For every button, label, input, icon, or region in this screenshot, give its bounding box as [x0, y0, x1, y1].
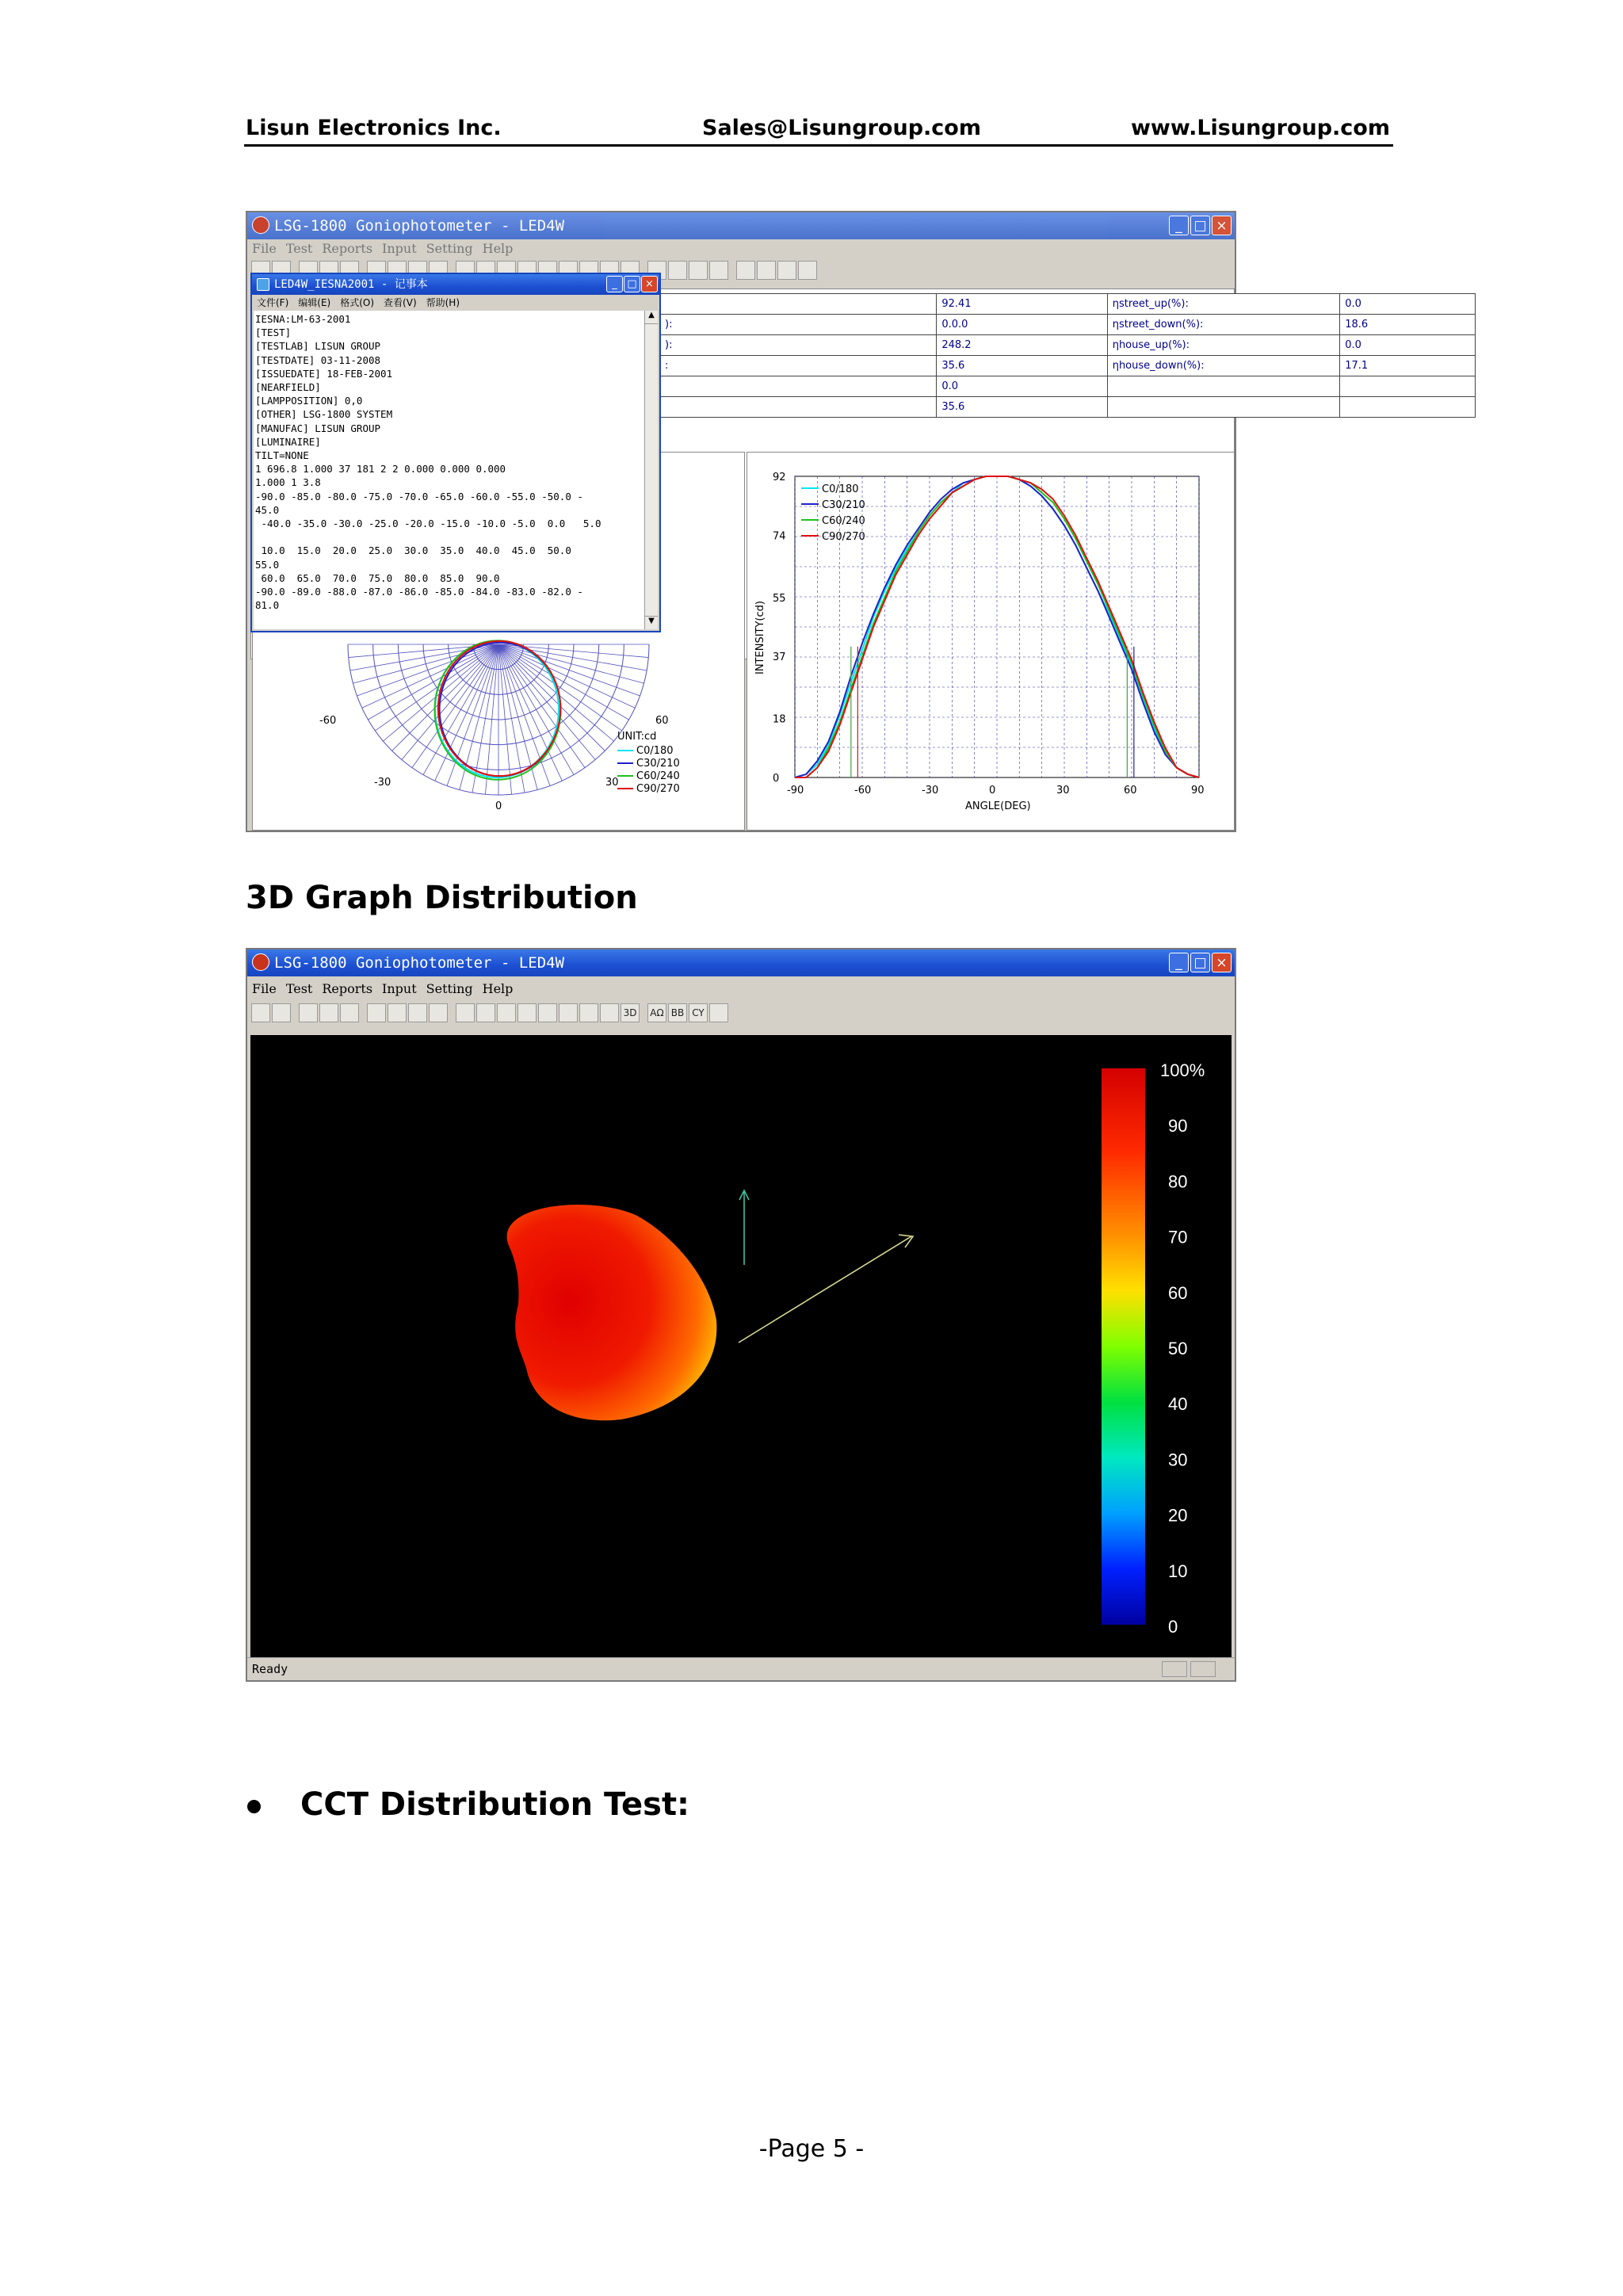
notepad-line: IESNA:LM-63-2001: [255, 313, 351, 325]
table-cell: [660, 376, 937, 397]
toolbar-button[interactable]: [579, 1003, 598, 1022]
notepad-line: [ISSUEDATE] 18-FEB-2001: [255, 367, 393, 380]
polar-unit: UNIT:cd: [617, 731, 657, 743]
polar-spoke: [362, 644, 498, 708]
status-bar: [247, 1657, 1235, 1680]
toolbar-button[interactable]: [497, 1003, 516, 1022]
toolbar-button[interactable]: [388, 1003, 407, 1022]
notepad-line: 10.0 15.0 20.0 25.0 30.0 35.0 40.0 45.0 50.0: [255, 544, 571, 557]
toolbar-button-2[interactable]: BB: [668, 1003, 687, 1022]
notepad-icon: [257, 278, 269, 291]
menu-reports[interactable]: Reports: [322, 241, 373, 256]
menu-help[interactable]: Help: [482, 241, 514, 256]
table-row: [660, 397, 1476, 418]
scroll-up-icon[interactable]: ▲: [645, 311, 658, 324]
table-row: [660, 294, 1476, 315]
polar-angle-label: 60: [655, 715, 669, 727]
menu-test[interactable]: Test: [285, 241, 313, 256]
table-cell: 0.0: [1340, 294, 1476, 315]
toolbar-button[interactable]: [272, 1003, 291, 1022]
notepad-menu: [252, 295, 659, 311]
color-scale-bar: [1102, 1068, 1145, 1625]
toolbar-button[interactable]: [456, 1003, 475, 1022]
color-scale-label: 50: [1168, 1339, 1188, 1358]
intensity-chart: [747, 453, 1234, 830]
menu-setting[interactable]: Setting: [426, 981, 473, 996]
notepad-menu-help[interactable]: 帮助(H): [426, 297, 460, 308]
notepad-line: [NEARFIELD]: [255, 381, 321, 394]
notepad-minimize-button[interactable]: _: [606, 276, 623, 292]
legend-label: C0/180: [822, 483, 859, 495]
x-tick-label: -90: [787, 785, 804, 797]
menu-input[interactable]: Input: [382, 241, 417, 256]
color-scale-label: 10: [1168, 1561, 1188, 1581]
polar-spoke: [498, 644, 635, 708]
legend-label: C60/240: [822, 515, 865, 527]
polar-curve: [438, 641, 560, 776]
table-cell: 0.0: [1340, 335, 1476, 356]
y-tick-label: 18: [773, 713, 786, 726]
notepad-line: 45.0: [255, 503, 280, 516]
polar-legend-label: C30/210: [636, 758, 680, 770]
y-tick-label: 55: [773, 592, 786, 605]
menu-test[interactable]: Test: [285, 981, 313, 996]
toolbar-button[interactable]: [517, 1003, 537, 1022]
status-panel: [1162, 1661, 1187, 1677]
notepad-line: [LAMPPOSITION] 0,0: [255, 395, 363, 407]
color-scale-label: 70: [1168, 1227, 1188, 1247]
3d-distribution-sphere: [507, 1205, 717, 1420]
page-header: [244, 116, 1393, 147]
close-button[interactable]: ×: [1212, 216, 1232, 235]
menu-help[interactable]: Help: [482, 981, 514, 996]
table-cell: 35.6: [937, 356, 1107, 376]
table-row: [660, 315, 1476, 335]
color-scale-label: 20: [1168, 1505, 1188, 1526]
notepad-line: 55.0: [255, 558, 280, 571]
notepad-text-area[interactable]: [254, 311, 645, 629]
maximize-button[interactable]: □: [1190, 216, 1210, 235]
x-axis-label: ANGLE(DEG): [965, 800, 1031, 812]
toolbar-button[interactable]: [668, 261, 687, 280]
notepad-maximize-button[interactable]: □: [624, 276, 640, 292]
section-heading-3d: 3D Graph Distribution: [246, 880, 638, 916]
polar-angle-label: 30: [605, 777, 619, 789]
notepad-menu-format[interactable]: 格式(O): [340, 297, 375, 308]
table-cell: ηhouse_down(%):: [1107, 356, 1340, 376]
table-cell: [1340, 376, 1476, 397]
table-cell: 35.6: [937, 397, 1107, 418]
goniophotometer-window-1: [246, 211, 1369, 832]
table-cell: [660, 294, 937, 315]
notepad-menu-view[interactable]: 查看(V): [384, 297, 417, 308]
minimize-button[interactable]: _: [1169, 953, 1189, 972]
table-cell: :: [660, 356, 937, 376]
cct-heading-text: CCT Distribution Test:: [300, 1786, 690, 1823]
toolbar-button[interactable]: [757, 261, 776, 280]
y-axis-label: INTENSITY(cd): [754, 601, 766, 674]
3d-viewport[interactable]: [250, 1035, 1232, 1658]
notepad-line: [TEST]: [255, 327, 292, 339]
menu-reports[interactable]: Reports: [322, 981, 373, 996]
polar-angle-label: -30: [374, 777, 391, 789]
page-number: -Page 5 -: [758, 2135, 865, 2163]
color-scale-label: 40: [1168, 1394, 1188, 1415]
notepad-close-button[interactable]: ×: [641, 276, 658, 292]
toolbar-button[interactable]: [476, 1003, 495, 1022]
color-scale-label: 0: [1168, 1617, 1178, 1637]
window-title: LSG-1800 Goniophotometer - LED4W: [274, 217, 565, 235]
x-tick-label: 60: [1124, 785, 1137, 797]
notepad-window: [250, 273, 661, 632]
table-cell: [1340, 397, 1476, 418]
menu-file[interactable]: File: [252, 241, 277, 256]
toolbar-button[interactable]: [538, 1003, 557, 1022]
toolbar-button-1[interactable]: AΩ: [647, 1003, 666, 1022]
polar-legend-label: C90/270: [636, 783, 680, 795]
table-cell: 18.6: [1340, 315, 1476, 335]
toolbar: [247, 1000, 1235, 1026]
bullet-icon: [247, 1800, 261, 1813]
table-cell: 0.0: [937, 376, 1107, 397]
scroll-down-icon[interactable]: ▼: [645, 616, 658, 629]
notepad-line: 1.000 1 3.8: [255, 476, 321, 489]
minimize-button[interactable]: _: [1169, 216, 1189, 235]
toolbar-button[interactable]: [340, 1003, 359, 1022]
table-cell: 0.0.0: [937, 315, 1107, 335]
legend-label: C90/270: [822, 531, 865, 543]
notepad-line: [TESTLAB] LISUN GROUP: [255, 340, 381, 353]
toolbar-button[interactable]: [251, 1003, 270, 1022]
toolbar-button[interactable]: [600, 1003, 619, 1022]
notepad-scrollbar[interactable]: [644, 311, 658, 629]
y-tick-label: 0: [773, 773, 780, 785]
table-cell: ηhouse_up(%):: [1107, 335, 1340, 356]
toolbar-button[interactable]: [429, 1003, 448, 1022]
color-scale-label: 30: [1168, 1450, 1188, 1470]
x-tick-label: -60: [854, 785, 872, 797]
results-table: [659, 293, 1476, 418]
y-tick-label: 37: [773, 651, 786, 664]
toolbar-button[interactable]: [709, 1003, 728, 1022]
sales-email: Sales@Lisungroup.com: [702, 116, 981, 140]
notepad-line: [TESTDATE] 03-11-2008: [255, 353, 381, 366]
table-cell: 17.1: [1340, 356, 1476, 376]
toolbar-button[interactable]: [709, 261, 728, 280]
window-title: LSG-1800 Goniophotometer - LED4W: [274, 954, 565, 972]
notepad-line: 1 696.8 1.000 37 181 2 2 0.000 0.000 0.000: [255, 463, 506, 476]
polar-angle-label: -60: [319, 715, 337, 727]
color-scale-label: 100%: [1160, 1060, 1205, 1080]
table-row: [660, 356, 1476, 376]
toolbar-button-0[interactable]: 3D: [621, 1003, 640, 1022]
x-tick-label: 90: [1191, 785, 1205, 797]
notepad-line: [MANUFAC] LISUN GROUP: [255, 422, 381, 434]
polar-angle-label: 0: [495, 800, 502, 812]
table-cell: 248.2: [937, 335, 1107, 356]
window-titlebar: [247, 212, 1235, 239]
notepad-line: -90.0 -89.0 -88.0 -87.0 -86.0 -85.0 -84.0 -83.0 -82.0 -: [255, 586, 583, 598]
table-cell: 92.41: [937, 294, 1107, 315]
color-scale-label: 90: [1168, 1116, 1188, 1137]
table-row: [660, 335, 1476, 356]
app-icon: [252, 953, 269, 971]
y-tick-label: 74: [773, 530, 786, 543]
goniophotometer-window-2: [246, 948, 1236, 1682]
polar-spoke: [498, 644, 562, 781]
menu-bar: [247, 980, 1235, 999]
table-cell: ):: [660, 315, 937, 335]
toolbar-button-3[interactable]: CY: [689, 1003, 708, 1022]
notepad-menu-edit[interactable]: 编辑(E): [298, 297, 331, 308]
table-cell: ηstreet_up(%):: [1107, 294, 1340, 315]
toolbar-button[interactable]: [777, 261, 796, 280]
table-cell: [1107, 376, 1340, 397]
3d-graph: [250, 1035, 1232, 1658]
notepad-line: 81.0: [255, 599, 280, 612]
menu-file[interactable]: File: [252, 981, 277, 996]
toolbar-button[interactable]: [559, 1003, 578, 1022]
notepad-titlebar: [252, 274, 659, 295]
app-icon: [252, 216, 269, 234]
notepad-line: -90.0 -85.0 -80.0 -75.0 -70.0 -65.0 -60.0 -55.0 -50.0 -: [255, 490, 583, 502]
toolbar-button[interactable]: [367, 1003, 386, 1022]
status-panel: [1190, 1661, 1216, 1677]
table-row: [660, 376, 1476, 397]
notepad-line: [LUMINAIRE]: [255, 435, 321, 448]
polar-curve: [434, 640, 560, 779]
polar-spoke: [435, 644, 498, 781]
toolbar-button[interactable]: [319, 1003, 338, 1022]
notepad-line: [OTHER] LSG-1800 SYSTEM: [255, 408, 393, 421]
polar-legend-label: C0/180: [636, 745, 674, 757]
polar-legend-label: C60/240: [636, 770, 680, 782]
y-tick-label: 92: [773, 472, 786, 483]
x-tick-label: 0: [989, 785, 996, 797]
intensity-chart-panel: [747, 452, 1235, 831]
bullet-heading-cct: [247, 1786, 689, 1823]
x-tick-label: 30: [1056, 785, 1070, 797]
status-text: Ready: [252, 1662, 288, 1676]
website: www.Lisungroup.com: [1130, 116, 1390, 140]
color-scale-label: 80: [1168, 1171, 1188, 1192]
table-cell: ηstreet_down(%):: [1107, 315, 1340, 335]
notepad-title: LED4W_IESNA2001 - 记事本: [274, 278, 428, 291]
x-axis-arrow: [739, 1236, 911, 1343]
polar-grid: [348, 644, 649, 795]
toolbar-button[interactable]: [798, 261, 817, 280]
table-cell: ):: [660, 335, 937, 356]
window-titlebar: [247, 949, 1235, 976]
menu-setting[interactable]: Setting: [426, 241, 473, 256]
notepad-menu-file[interactable]: 文件(F): [257, 297, 289, 308]
legend-label: C30/210: [822, 499, 865, 511]
toolbar-button[interactable]: [736, 261, 755, 280]
table-cell: [660, 397, 937, 418]
maximize-button[interactable]: □: [1190, 953, 1210, 972]
x-axis-arrow-head: [899, 1235, 913, 1247]
notepad-line: [255, 530, 645, 544]
notepad-line: -40.0 -35.0 -30.0 -25.0 -20.0 -15.0 -10.0 -5.0 0.0 5.0: [255, 518, 601, 530]
notepad-line: TILT=NONE: [255, 449, 309, 462]
toolbar-button[interactable]: [408, 1003, 427, 1022]
close-button[interactable]: ×: [1212, 953, 1232, 972]
notepad-line: 60.0 65.0 70.0 75.0 80.0 85.0 90.0: [255, 571, 500, 584]
toolbar-button[interactable]: [689, 261, 708, 280]
table-cell: [1107, 397, 1340, 418]
menu-bar: [247, 239, 1235, 258]
toolbar-button[interactable]: [299, 1003, 318, 1022]
company-name: Lisun Electronics Inc.: [246, 116, 502, 140]
menu-input[interactable]: Input: [382, 981, 417, 996]
color-scale-label: 60: [1168, 1282, 1188, 1303]
x-tick-label: -30: [922, 785, 939, 797]
